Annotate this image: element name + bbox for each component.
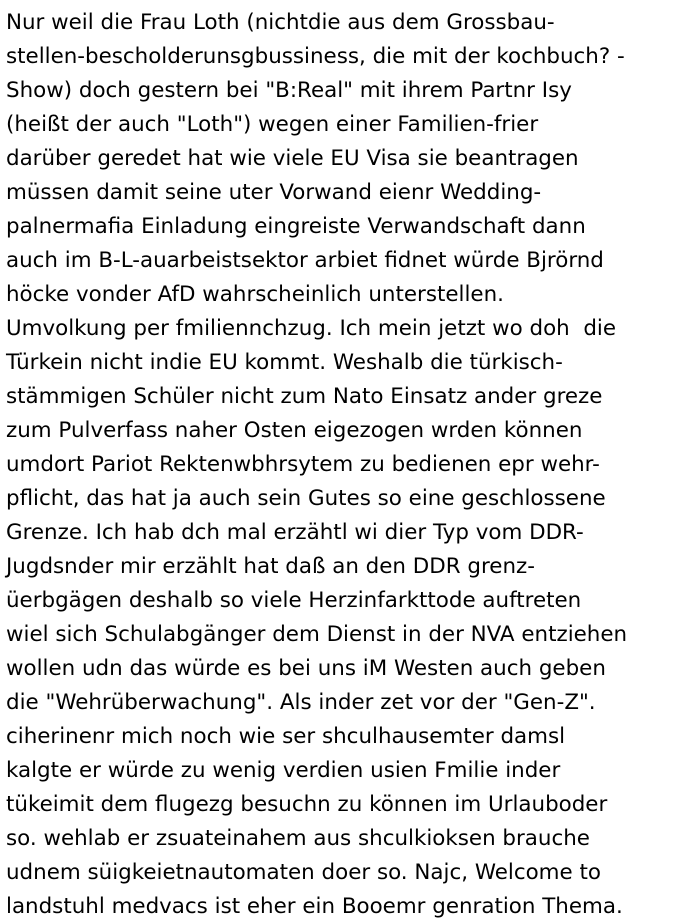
text-line: Show) doch gestern bei "B:Real" mit ihrem Partnr Isy: [6, 78, 572, 103]
text-line: Jugdsnder mir erzählt hat daß an den DDR grenz-: [6, 554, 535, 579]
text-line: die "Wehrüberwachung". Als inder zet vor der "Gen-Z".: [6, 690, 596, 715]
text-line: höcke vonder AfD wahrscheinlich unterstellen.: [6, 282, 504, 307]
text-line: udnem süigkeietnautomaten doer so. Najc, Welcome to: [6, 860, 601, 885]
text-line: ciherinenr mich noch wie ser shculhausemter damsl: [6, 724, 566, 749]
text-line: müssen damit seine uter Vorwand eienr Wedding-: [6, 180, 542, 205]
text-line: kalgte er würde zu wenig verdien usien Fmilie inder: [6, 758, 561, 783]
text-line: pflicht, das hat ja auch sein Gutes so eine geschlossene: [6, 486, 606, 511]
text-line: wiel sich Schulabgänger dem Dienst in der NVA entziehen: [6, 622, 628, 647]
text-line: stämmigen Schüler nicht zum Nato Einsatz ander greze: [6, 384, 603, 409]
text-line: zum Pulverfass naher Osten eigezogen wrden können: [6, 418, 583, 443]
text-line: üerbgägen deshalb so viele Herzinfarkttode auftreten: [6, 588, 582, 613]
text-line: so. wehlab er zsuateinahem aus shculkioksen brauche: [6, 826, 590, 851]
text-line: landstuhl medvacs ist eher ein Booemr genration Thema.: [6, 894, 623, 919]
text-line: tükeimit dem flugezg besuchn zu können im Urlauboder: [6, 792, 608, 817]
text-line: Grenze. Ich hab dch mal erzähtl wi dier Typ vom DDR-: [6, 520, 584, 545]
text-line: Türkein nicht indie EU kommt. Weshalb die türkisch-: [6, 350, 563, 375]
text-line: auch im B-L-auarbeistsektor arbiet fidnet würde Bjrörnd: [6, 248, 604, 273]
text-line: Umvolkung per fmiliennchzug. Ich mein jetzt wo doh die: [6, 316, 616, 341]
text-line: Nur weil die Frau Loth (nichtdie aus dem Grossbau-: [6, 10, 555, 35]
body-text: [6, 6, 682, 924]
text-line: umdort Pariot Rektenwbhrsytem zu bedienen epr wehr-: [6, 452, 600, 477]
text-line: stellen-bescholderunsgbussiness, die mit der kochbuch? -: [6, 44, 625, 69]
text-line: darüber geredet hat wie viele EU Visa sie beantragen: [6, 146, 579, 171]
text-line: wollen udn das würde es bei uns iM Westen auch geben: [6, 656, 606, 681]
text-line: palnermafia Einladung eingreiste Verwandschaft dann: [6, 214, 586, 239]
text-line: (heißt der auch "Loth") wegen einer Familien-frier: [6, 112, 539, 137]
